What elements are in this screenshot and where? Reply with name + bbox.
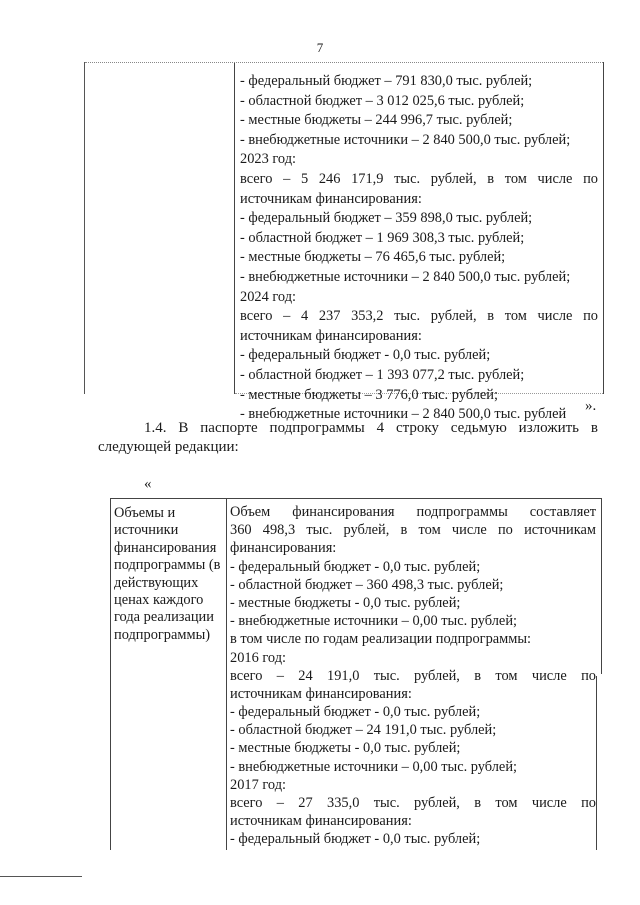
table-line: - местные бюджеты - 0,0 тыс. рублей; — [230, 740, 461, 757]
continuation-line: - федеральный бюджет - 0,0 тыс. рублей; — [240, 347, 491, 364]
table-right-cell — [230, 503, 596, 849]
table-line: всего – 24 191,0 тыс. рублей, в том числе по — [230, 667, 596, 684]
continuation-line: - внебюджетные источники – 2 840 500,0 тыс. рублей; — [240, 131, 571, 148]
table-line: всего – 27 335,0 тыс. рублей, в том числе по — [230, 795, 596, 811]
table-line: 2016 год: — [230, 649, 287, 666]
continuation-line: - федеральный бюджет – 359 898,0 тыс. рублей; — [240, 210, 533, 227]
paragraph-1-4 — [98, 420, 598, 456]
page-number: 7 — [316, 40, 324, 55]
footer-rule — [0, 876, 82, 877]
table-left-cell: Объемы и источники финансирования подпрограммы (в действующих ценах каждого года реализации подпрограммы) — [114, 505, 221, 643]
continuation-line: - областной бюджет – 1 969 308,3 тыс. рублей; — [240, 229, 525, 246]
continuation-text — [240, 72, 598, 425]
table-line: в том числе по годам реализации подпрограммы: — [230, 631, 532, 648]
continuation-line: источникам финансирования: — [240, 327, 422, 344]
continuation-line: источникам финансирования: — [240, 190, 422, 207]
table-line: финансирования: — [230, 540, 337, 557]
continuation-left-border — [84, 62, 85, 394]
paragraph-line: следующей редакции: — [98, 439, 239, 455]
continuation-line: - областной бюджет – 3 012 025,6 тыс. рублей; — [240, 92, 525, 109]
opening-quote: « — [144, 476, 152, 492]
continuation-line: - внебюджетные источники – 2 840 500,0 тыс. рублей; — [240, 268, 571, 285]
continuation-line: - местные бюджеты – 3 776,0 тыс. рублей; — [240, 386, 498, 403]
table-line: - внебюджетные источники – 0,00 тыс. рублей; — [230, 758, 518, 775]
table-line: 2017 год: — [230, 776, 287, 793]
table-border-right-lower — [596, 676, 597, 850]
table-line: - федеральный бюджет - 0,0 тыс. рублей; — [230, 558, 481, 575]
paragraph-line: 1.4. В паспорте подпрограммы 4 строку седьмую изложить в — [144, 420, 598, 436]
table-line: - внебюджетные источники – 0,00 тыс. рублей; — [230, 613, 518, 630]
table-border-left — [110, 498, 111, 850]
table-line: источникам финансирования: — [230, 813, 412, 830]
table-border-right — [601, 498, 602, 674]
table-column-divider — [226, 498, 227, 850]
table-line: 360 498,3 тыс. рублей, в том числе по источникам — [230, 522, 596, 539]
table-top-edge — [85, 62, 603, 63]
continuation-line: - областной бюджет – 1 393 077,2 тыс. рублей; — [240, 366, 525, 383]
continuation-line: - федеральный бюджет – 791 830,0 тыс. рублей; — [240, 73, 533, 89]
continuation-line: 2023 год: — [240, 151, 297, 168]
closing-quote: ». — [585, 398, 597, 414]
table-line: - местные бюджеты - 0,0 тыс. рублей; — [230, 594, 461, 611]
table-border-top — [110, 498, 602, 499]
continuation-line: всего – 4 237 353,2 тыс. рублей, в том числе по — [240, 308, 598, 325]
continuation-line: 2024 год: — [240, 288, 297, 305]
continuation-line: всего – 5 246 171,9 тыс. рублей, в том числе по — [240, 170, 598, 187]
continuation-line: - внебюджетные источники – 2 840 500,0 тыс. рублей — [240, 406, 567, 423]
table-line: источникам финансирования: — [230, 685, 412, 702]
table-line: Объем финансирования подпрограммы составляет — [230, 504, 596, 520]
table-line: - областной бюджет – 360 498,3 тыс. рублей; — [230, 576, 504, 593]
continuation-line: - местные бюджеты – 244 996,7 тыс. рублей; — [240, 112, 513, 129]
table-line: - федеральный бюджет - 0,0 тыс. рублей; — [230, 831, 481, 848]
continuation-line: - местные бюджеты – 76 465,6 тыс. рублей; — [240, 249, 506, 266]
table-line: - федеральный бюджет - 0,0 тыс. рублей; — [230, 704, 481, 721]
table-line: - областной бюджет – 24 191,0 тыс. рублей; — [230, 722, 497, 739]
